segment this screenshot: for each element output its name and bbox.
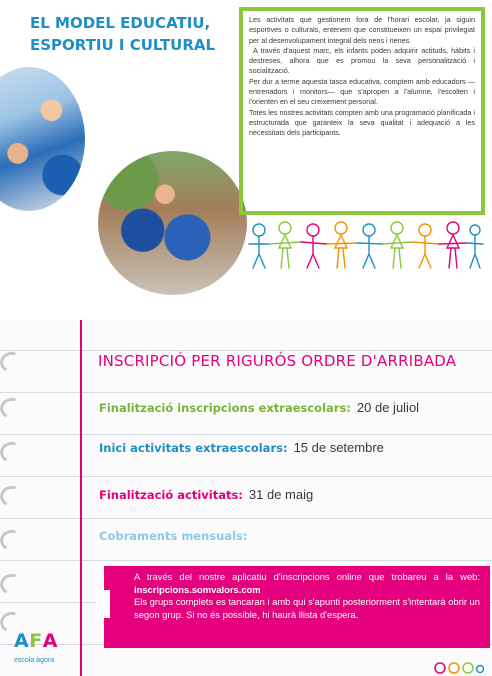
- students-group-huddle-photo: [95, 148, 250, 298]
- logo-letters: [14, 630, 58, 652]
- row-end-activities: [99, 487, 313, 502]
- row-value: 20 de juliol: [356, 400, 420, 415]
- row-end-registration: [99, 400, 419, 415]
- row-label: Inici activitats extraescolars:: [99, 441, 288, 455]
- page-title: [30, 12, 230, 56]
- students-classroom-photo: [0, 64, 88, 214]
- notice-line-1: A través del nostre aplicatiu d'inscripcions online que trobareu a la web:: [134, 571, 480, 582]
- notice-box: [104, 566, 490, 648]
- afa-logo: [8, 630, 72, 674]
- logo-subtitle: escola àgora: [14, 657, 55, 664]
- intro-paragraph-1: Les activitats que gestionem fora de l'horari escolar, ja siguin esportives o culturals, entenem que constitueixen un espai privilegiat per al desenvolupament integral dels nens i nenes.: [249, 15, 475, 45]
- logo-letter-f: F: [29, 630, 43, 652]
- logo-letter-a: A: [14, 630, 30, 652]
- row-label: Finalització activitats:: [99, 488, 243, 502]
- row-start-activities: [99, 440, 384, 455]
- row-value: 15 de setembre: [293, 440, 384, 455]
- title-line-2: ESPORTIU I CULTURAL: [30, 36, 216, 54]
- row-label: Finalització inscripcions extraescolars:: [99, 401, 351, 415]
- children-holding-hands-icon: [245, 218, 485, 272]
- intro-text-box: [239, 7, 485, 215]
- intro-paragraph-4: Totes les nostres activitats compten amb una programació planificada i estructurada que garanteix la seva qualitat i adequació a les necessitats dels participants.: [249, 107, 475, 138]
- intro-paragraph-3: Per dur a terme aquesta tasca educativa, comptem amb educadors —entrenadors i monitors— que s'apropen a l'alumne, l'escolten i l'orienten en el seu creixement personal.: [249, 76, 475, 107]
- notice-paragraph-1: [134, 571, 480, 596]
- row-value: 31 de maig: [248, 487, 314, 502]
- notice-tab-cutout: [96, 590, 110, 618]
- title-line-1: EL MODEL EDUCATIU,: [30, 14, 211, 32]
- registration-title: INSCRIPCIÓ PER RIGURÓS ORDRE D'ARRIBADA: [98, 352, 457, 370]
- logo-letter-a2: A: [42, 630, 58, 652]
- intro-paragraph-2: A través d'aquest marc, els infants poden adquirir actituds, hàbits i destreses, alhora que es promou la seva personalització i socialització.: [249, 45, 475, 76]
- registration-link[interactable]: inscripcions.somvalors.com: [134, 583, 261, 595]
- notebook-margin-line: [80, 320, 82, 676]
- small-children-icon: [432, 660, 484, 676]
- row-monthly-payments: [99, 528, 253, 543]
- row-label: Cobraments mensuals:: [99, 529, 248, 543]
- notice-paragraph-2: Els grups complets es tancaran i amb qui s'apunti posteriorment s'intentarà obrir un segon grup. Si no és possible, hi haurà llista d'espera.: [134, 596, 480, 620]
